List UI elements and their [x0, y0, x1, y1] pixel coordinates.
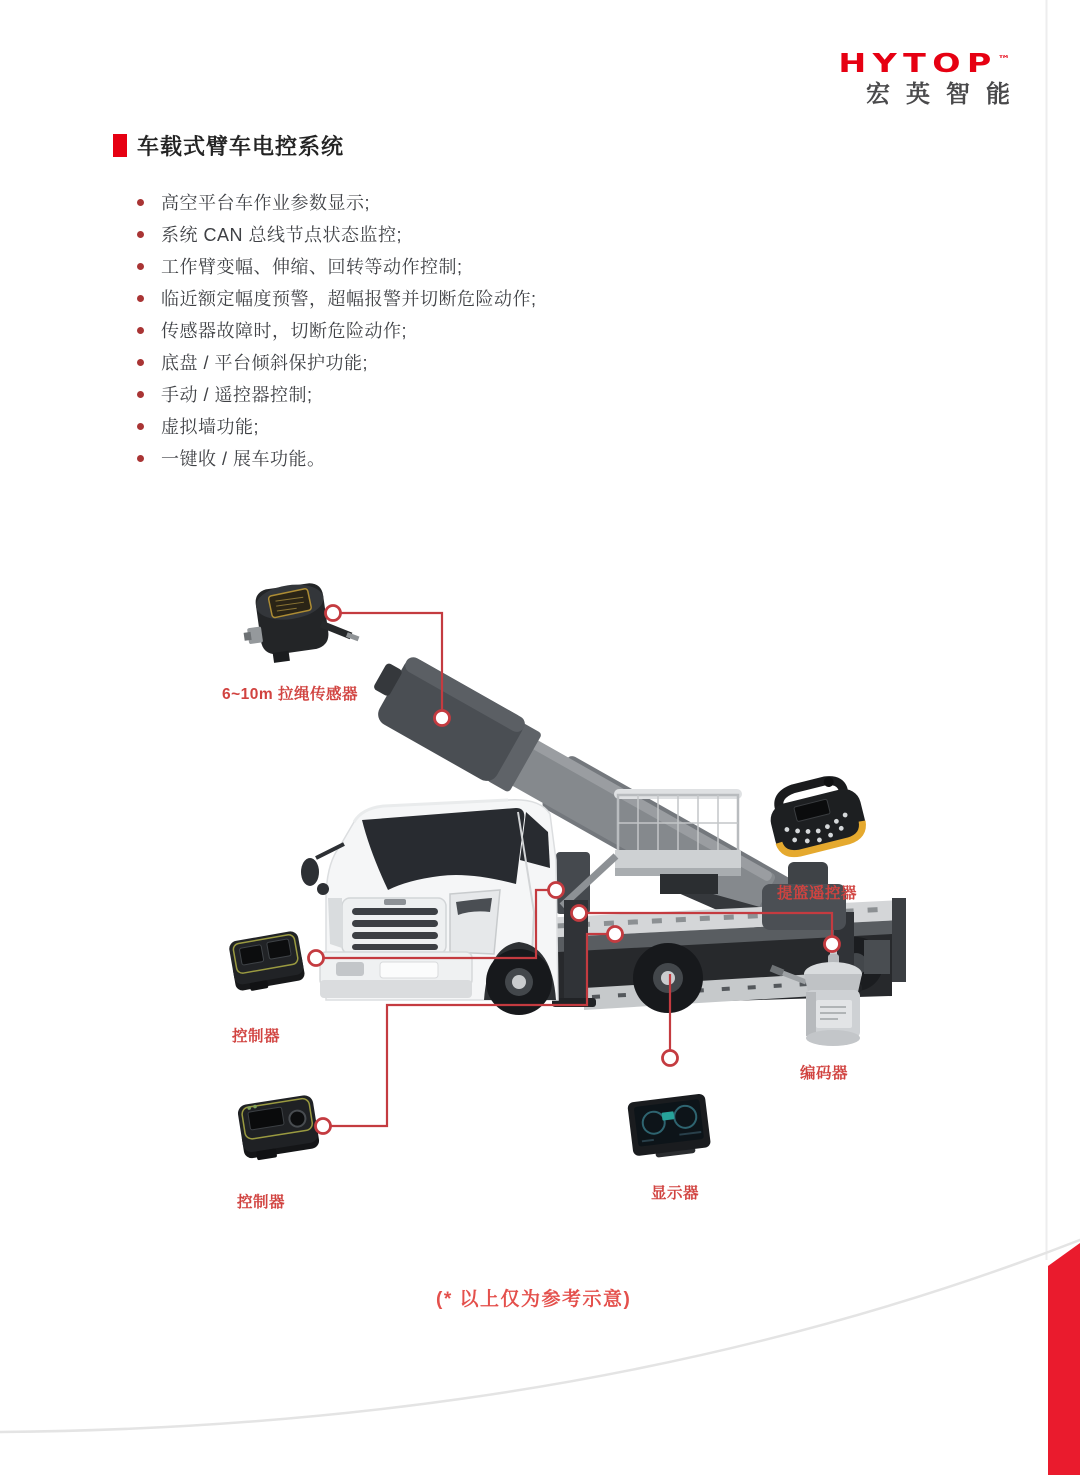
- remote-image: [763, 771, 868, 858]
- feature-item: [137, 410, 537, 442]
- feature-item: [137, 186, 537, 218]
- bullet-dot: [137, 231, 144, 238]
- section-title: 车载式臂车电控系统: [137, 134, 345, 159]
- reference-note: (* 以上仅为参考示意): [436, 1289, 632, 1310]
- trademark-symbol: ™: [997, 54, 1010, 66]
- display-image: [627, 1093, 711, 1160]
- bullet-dot: [137, 199, 144, 206]
- label-controller-rear: 控制器: [237, 1194, 286, 1211]
- feature-item: [137, 282, 537, 314]
- feature-text: 传感器故障时，切断危险动作;: [161, 321, 407, 341]
- logo-wordmark: HYTOP™: [837, 49, 1010, 79]
- feature-item: [137, 250, 537, 282]
- red-ribbon: [1048, 1243, 1080, 1475]
- feature-text: 手动 / 遥控器控制;: [161, 385, 313, 405]
- rear-wheel-hub: [661, 971, 675, 985]
- label-basket-remote: 提篮遥控器: [777, 885, 858, 902]
- feature-text: 高空平台车作业参数显示;: [161, 193, 370, 213]
- heading-square-marker: [113, 134, 127, 157]
- bullet-dot: [137, 295, 144, 302]
- bullet-dot: [137, 327, 144, 334]
- label-encoder: 编码器: [800, 1065, 849, 1082]
- feature-item: [137, 378, 537, 410]
- feature-list: [137, 186, 537, 474]
- section-heading: [113, 130, 344, 161]
- bullet-dot: [137, 455, 144, 462]
- logo-subbrand: 宏英智能: [866, 80, 1026, 108]
- bottom-curve: [0, 1238, 1080, 1432]
- feature-item: [137, 314, 537, 346]
- feature-text: 底盘 / 平台倾斜保护功能;: [161, 353, 369, 373]
- feature-text: 工作臂变幅、伸缩、回转等动作控制;: [161, 257, 463, 277]
- controller-rear-image: [237, 1094, 321, 1162]
- controller-front-image: [228, 930, 306, 993]
- feature-text: 一键收 / 展车功能。: [161, 449, 326, 469]
- label-rope-sensor: 6~10m 拉绳传感器: [222, 686, 359, 703]
- feature-item: [137, 442, 537, 474]
- feature-text: 临近额定幅度预警，超幅报警并切断危险动作;: [161, 289, 537, 309]
- bullet-dot: [137, 263, 144, 270]
- rope-sensor-image: [238, 577, 360, 667]
- front-wheel-hub: [512, 975, 526, 989]
- feature-text: 系统 CAN 总线节点状态监控;: [161, 225, 403, 245]
- bullet-dot: [137, 359, 144, 366]
- bullet-dot: [137, 423, 144, 430]
- feature-item: [137, 346, 537, 378]
- label-display: 显示器: [651, 1185, 700, 1202]
- feature-item: [137, 218, 537, 250]
- label-controller-front: 控制器: [232, 1028, 281, 1045]
- bullet-dot: [137, 391, 144, 398]
- logo: [837, 49, 1026, 108]
- feature-text: 虚拟墙功能;: [161, 417, 260, 437]
